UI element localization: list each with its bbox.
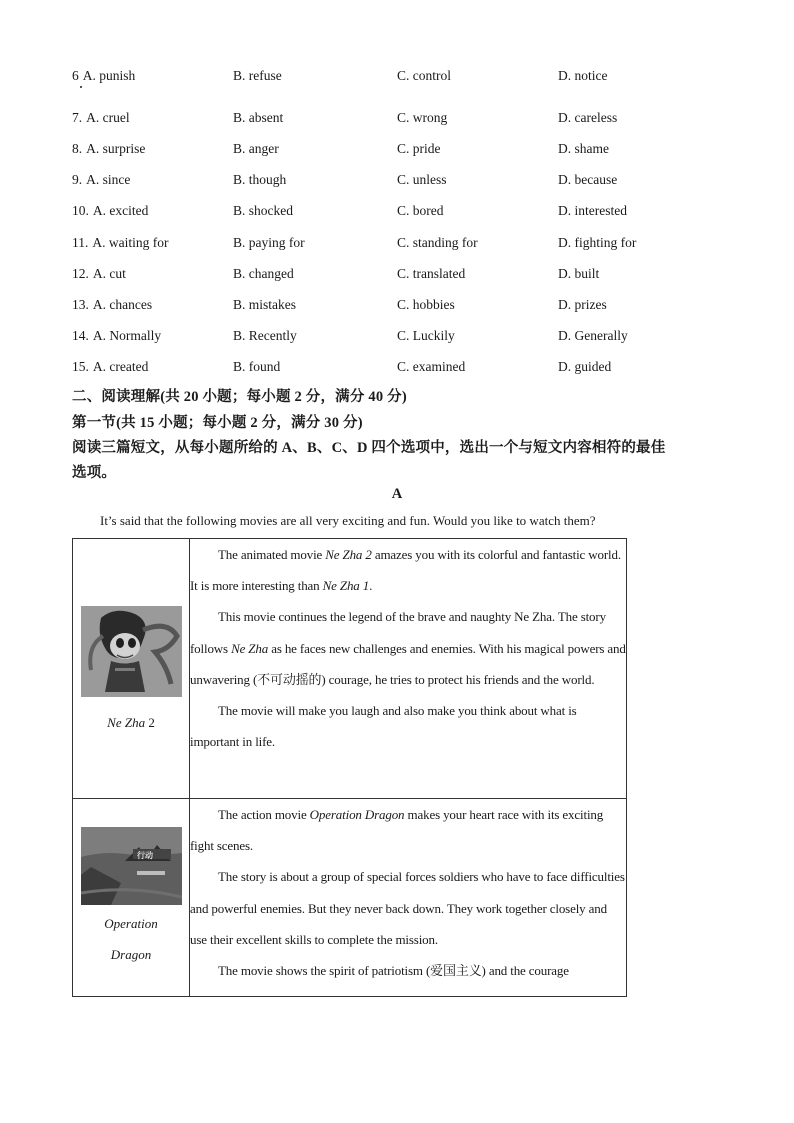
option-b: B. changed	[233, 266, 294, 281]
option-c: C. pride	[397, 141, 441, 156]
option-a: A. since	[86, 172, 131, 187]
movie-row-ne-zha	[73, 539, 627, 799]
question-number: 10.	[72, 203, 89, 218]
operation-dragon-poster-image	[81, 827, 182, 905]
option-b: B. shocked	[233, 203, 293, 218]
option-b: B. absent	[233, 110, 284, 125]
question-number: 11.	[72, 235, 89, 250]
question-row-14	[0, 328, 794, 348]
movie-caption-title: Ne Zha	[107, 715, 146, 730]
movie-caption-number: 2	[145, 715, 155, 730]
movie-caption-line-1: Operation	[104, 916, 158, 931]
question-row-15	[0, 359, 794, 379]
movie-table	[72, 538, 627, 997]
question-row-11	[0, 235, 794, 255]
option-d: D. Generally	[558, 328, 628, 343]
movie-image-cell	[73, 799, 190, 997]
section-heading: 二、阅读理解(共 20 小题；每小题 2 分，满分 40 分)	[72, 389, 407, 405]
option-d: D. guided	[558, 359, 612, 374]
option-a: A. punish	[82, 68, 136, 83]
movie-paragraph: The movie shows the spirit of patriotism (爱国主义) and the courage	[218, 963, 569, 979]
option-d: D. interested	[558, 203, 627, 218]
option-c: C. unless	[397, 172, 447, 187]
option-a: A. Normally	[92, 328, 162, 343]
option-c: C. Luckily	[397, 328, 455, 343]
option-b: B. mistakes	[233, 297, 296, 312]
option-b: B. anger	[233, 141, 279, 156]
question-row-6	[0, 68, 794, 88]
movie-caption	[73, 707, 189, 738]
stray-dot	[80, 86, 82, 88]
question-row-12	[0, 266, 794, 286]
option-b: B. Recently	[233, 328, 297, 343]
movie-description	[190, 539, 627, 799]
option-b: B. refuse	[233, 68, 282, 83]
question-number: 9.	[72, 172, 83, 187]
movie-paragraph: The story is about a group of special forces soldiers who have to face difficulties and powerful enemies. But they never back down. They work together closely and use their excellent skills to complete the mission.	[190, 869, 625, 947]
question-number: 13.	[72, 297, 89, 312]
question-row-8	[0, 141, 794, 161]
option-a: A. surprise	[86, 141, 146, 156]
option-a: A. waiting for	[92, 235, 169, 250]
option-d: D. fighting for	[558, 235, 637, 250]
option-d: D. built	[558, 266, 600, 281]
movie-image-cell	[73, 539, 190, 799]
question-row-7	[0, 110, 794, 130]
movie-paragraph: The movie will make you laugh and also make you think about what is important in life.	[190, 703, 577, 750]
option-c: C. bored	[397, 203, 444, 218]
movie-paragraph: This movie continues the legend of the brave and naughty Ne Zha. The story follows Ne Zha as he faces new challenges and enemies. With his magical powers and unwavering (不可动摇的) courage, he tries to protect his friends and the world.	[190, 609, 626, 687]
question-number: 14.	[72, 328, 89, 343]
movie-row-operation-dragon	[73, 799, 627, 997]
movie-paragraph: The action movie Operation Dragon makes your heart race with its exciting fight scenes.	[190, 807, 604, 854]
option-b: B. found	[233, 359, 281, 374]
instruction-line-2: 选项。	[72, 465, 117, 481]
option-d: D. shame	[558, 141, 609, 156]
option-d: D. careless	[558, 110, 618, 125]
option-c: C. examined	[397, 359, 466, 374]
movie-description	[190, 799, 627, 997]
instruction-line-1: 阅读三篇短文，从每小题所给的 A、B、C、D 四个选项中，选出一个与短文内容相符的最佳	[72, 440, 666, 456]
question-row-9	[0, 172, 794, 192]
svg-text:行动: 行动	[136, 851, 153, 860]
question-number: 7.	[72, 110, 83, 125]
option-c: C. wrong	[397, 110, 448, 125]
option-a: A. created	[92, 359, 149, 374]
passage-title: A	[391, 486, 403, 502]
option-a: A. chances	[92, 297, 153, 312]
question-row-10	[0, 203, 794, 223]
option-d: D. prizes	[558, 297, 607, 312]
question-number: 15.	[72, 359, 89, 374]
question-number: 6	[72, 68, 79, 83]
option-d: D. notice	[558, 68, 608, 83]
movie-paragraph: The animated movie Ne Zha 2 amazes you with its colorful and fantastic world. It is more interesting than Ne Zha 1.	[190, 547, 621, 594]
passage-intro: It’s said that the following movies are all very exciting and fun. Would you like to watch them?	[100, 513, 596, 528]
option-c: C. standing for	[397, 235, 478, 250]
option-b: B. paying for	[233, 235, 305, 250]
option-d: D. because	[558, 172, 618, 187]
ne-zha-poster-image	[81, 606, 182, 697]
option-b: B. though	[233, 172, 287, 187]
option-a: A. cut	[92, 266, 126, 281]
option-c: C. control	[397, 68, 451, 83]
question-row-13	[0, 297, 794, 317]
option-a: A. cruel	[86, 110, 130, 125]
option-c: C. translated	[397, 266, 466, 281]
option-a: A. excited	[92, 203, 149, 218]
question-number: 8.	[72, 141, 83, 156]
option-c: C. hobbies	[397, 297, 455, 312]
part-heading: 第一节(共 15 小题；每小题 2 分，满分 30 分)	[72, 415, 363, 431]
movie-caption-line-2: Dragon	[110, 947, 152, 962]
question-number: 12.	[72, 266, 89, 281]
